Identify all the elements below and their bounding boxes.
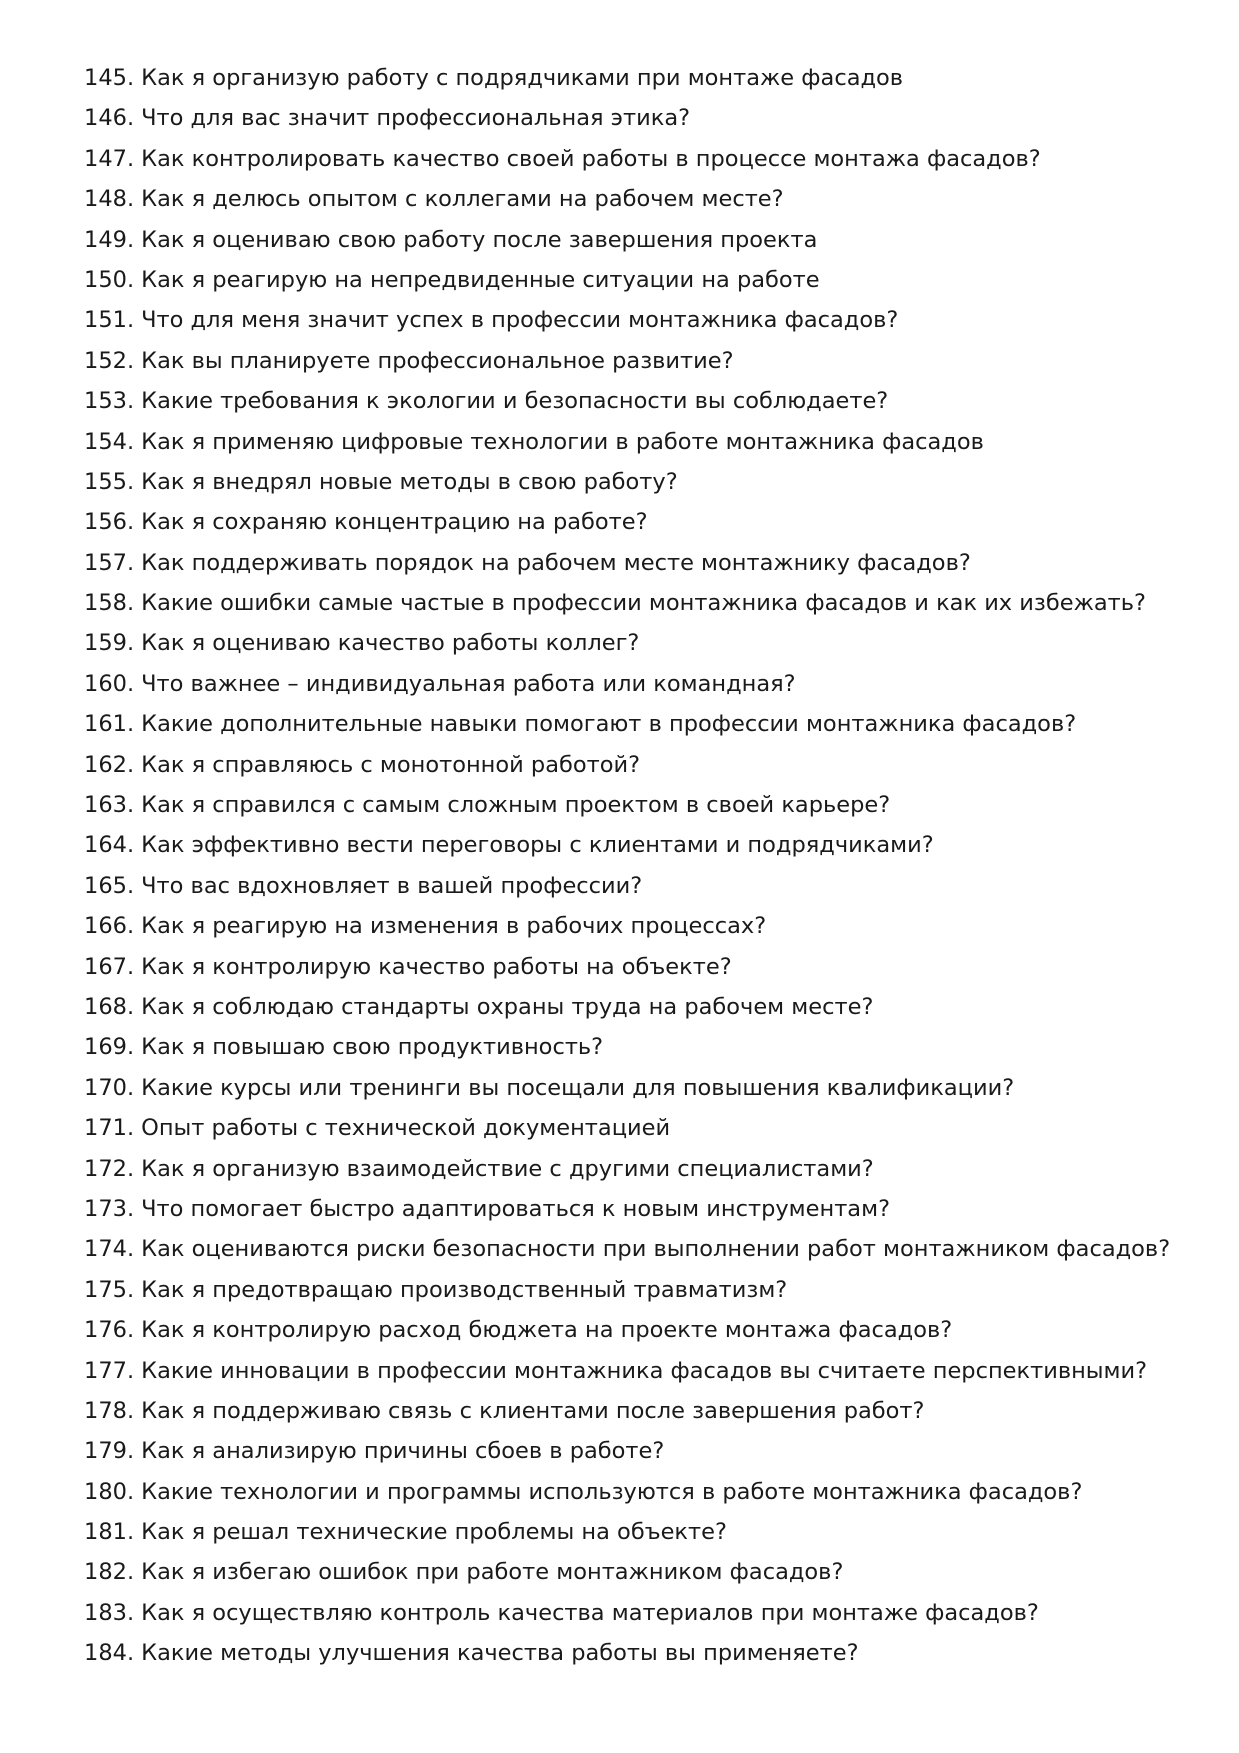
question-number: 178. [84,1397,135,1424]
question-text: Как контролировать качество своей работы в процессе монтажа фасадов? [141,145,1041,172]
question-number: 175. [84,1276,135,1303]
question-number: 146. [84,105,135,132]
list-item [84,871,1184,911]
list-item [84,1315,1184,1355]
list-item [84,911,1184,951]
question-text: Что вас вдохновляет в вашей профессии? [141,872,643,899]
question-text: Как я справился с самым сложным проектом в своей карьере? [141,792,891,819]
question-text: Как я реагирую на непредвиденные ситуации на работе [141,266,820,293]
list-item [84,1557,1184,1597]
question-text: Как я контролирую расход бюджета на проекте монтажа фасадов? [141,1317,953,1344]
list-item [84,1356,1184,1396]
list-item [84,1032,1184,1072]
question-text: Какие курсы или тренинги вы посещали для повышения квалификации? [141,1074,1015,1101]
list-item [84,1396,1184,1436]
list-item [84,750,1184,790]
list-item [84,103,1184,143]
list-item [84,265,1184,305]
list-item [84,1113,1184,1153]
question-text: Опыт работы с технической документацией [141,1115,671,1142]
list-item [84,1436,1184,1476]
question-number: 160. [84,670,135,697]
question-number: 165. [84,872,135,899]
question-number: 148. [84,186,135,213]
list-item [84,588,1184,628]
question-text: Какие ошибки самые частые в профессии монтажника фасадов и как их избежать? [141,590,1146,617]
question-text: Как я предотвращаю производственный травматизм? [141,1276,788,1303]
list-item [84,992,1184,1032]
list-item [84,63,1184,103]
question-number: 184. [84,1640,135,1667]
question-number: 164. [84,832,135,859]
question-number: 173. [84,1195,135,1222]
question-text: Как я избегаю ошибок при работе монтажником фасадов? [141,1559,844,1586]
question-number: 179. [84,1438,135,1465]
question-number: 169. [84,1034,135,1061]
list-item [84,346,1184,386]
question-number: 180. [84,1478,135,1505]
list-item [84,1275,1184,1315]
question-text: Как я оцениваю свою работу после завершения проекта [141,226,818,253]
list-item [84,144,1184,184]
list-item [84,1154,1184,1194]
list-item [84,427,1184,467]
question-text: Как я делюсь опытом с коллегами на рабочем месте? [141,186,784,213]
list-item [84,548,1184,588]
question-number: 181. [84,1519,135,1546]
question-text: Как я повышаю свою продуктивность? [141,1034,604,1061]
list-item [84,1477,1184,1517]
list-item [84,1638,1184,1678]
question-number: 167. [84,953,135,980]
question-number: 147. [84,145,135,172]
question-text: Как я организую взаимодействие с другими специалистами? [141,1155,874,1182]
question-number: 182. [84,1559,135,1586]
question-number: 177. [84,1357,135,1384]
question-number: 163. [84,792,135,819]
question-text: Какие инновации в профессии монтажника фасадов вы считаете перспективными? [141,1357,1148,1384]
question-number: 161. [84,711,135,738]
question-number: 159. [84,630,135,657]
question-number: 153. [84,388,135,415]
question-text: Как я осуществляю контроль качества материалов при монтаже фасадов? [141,1599,1039,1626]
question-number: 172. [84,1155,135,1182]
question-text: Как я оцениваю качество работы коллег? [141,630,640,657]
question-number: 171. [84,1115,135,1142]
question-number: 145. [84,65,135,91]
list-item [84,628,1184,668]
list-item [84,507,1184,547]
question-text: Как я анализирую причины сбоев в работе? [141,1438,665,1465]
question-list [84,63,1184,1679]
question-text: Как я справляюсь с монотонной работой? [141,751,641,778]
list-item [84,467,1184,507]
question-text: Какие технологии и программы используются в работе монтажника фасадов? [141,1478,1083,1505]
question-text: Как вы планируете профессиональное развитие? [141,347,734,374]
list-item [84,184,1184,224]
question-number: 174. [84,1236,135,1263]
list-item [84,952,1184,992]
question-number: 168. [84,993,135,1020]
list-item [84,1234,1184,1274]
question-number: 154. [84,428,135,455]
list-item [84,386,1184,426]
question-text: Какие методы улучшения качества работы вы применяете? [141,1640,859,1667]
question-text: Что для меня значит успех в профессии монтажника фасадов? [141,307,899,334]
question-number: 166. [84,913,135,940]
list-item [84,1073,1184,1113]
list-item [84,790,1184,830]
question-text: Какие дополнительные навыки помогают в профессии монтажника фасадов? [141,711,1077,738]
question-text: Как я контролирую качество работы на объекте? [141,953,732,980]
question-text: Как я сохраняю концентрацию на работе? [141,509,648,536]
question-text: Как я реагирую на изменения в рабочих процессах? [141,913,767,940]
question-number: 176. [84,1317,135,1344]
question-number: 150. [84,266,135,293]
question-number: 156. [84,509,135,536]
question-number: 151. [84,307,135,334]
list-item [84,709,1184,749]
question-number: 162. [84,751,135,778]
list-item [84,1517,1184,1557]
question-number: 149. [84,226,135,253]
question-number: 152. [84,347,135,374]
question-text: Как оцениваются риски безопасности при выполнении работ монтажником фасадов? [141,1236,1171,1263]
question-text: Как эффективно вести переговоры с клиентами и подрядчиками? [141,832,934,859]
list-item [84,830,1184,870]
question-number: 157. [84,549,135,576]
question-text: Что помогает быстро адаптироваться к новым инструментам? [141,1195,891,1222]
list-item [84,669,1184,709]
question-number: 158. [84,590,135,617]
question-number: 155. [84,468,135,495]
question-text: Как я решал технические проблемы на объекте? [141,1519,727,1546]
question-number: 183. [84,1599,135,1626]
question-text: Что для вас значит профессиональная этика? [141,105,691,132]
question-text: Как я применяю цифровые технологии в работе монтажника фасадов [141,428,984,455]
question-text: Как поддерживать порядок на рабочем месте монтажнику фасадов? [141,549,971,576]
question-number: 170. [84,1074,135,1101]
question-text: Как я соблюдаю стандарты охраны труда на рабочем месте? [141,993,874,1020]
list-item [84,1194,1184,1234]
question-text: Как я внедрял новые методы в свою работу? [141,468,678,495]
question-text: Какие требования к экологии и безопасности вы соблюдаете? [141,388,889,415]
question-text: Как я организую работу с подрядчиками при монтаже фасадов [141,65,904,91]
list-item [84,305,1184,345]
list-item [84,225,1184,265]
question-text: Как я поддерживаю связь с клиентами после завершения работ? [141,1397,925,1424]
question-text: Что важнее – индивидуальная работа или командная? [141,670,796,697]
list-item [84,1598,1184,1638]
